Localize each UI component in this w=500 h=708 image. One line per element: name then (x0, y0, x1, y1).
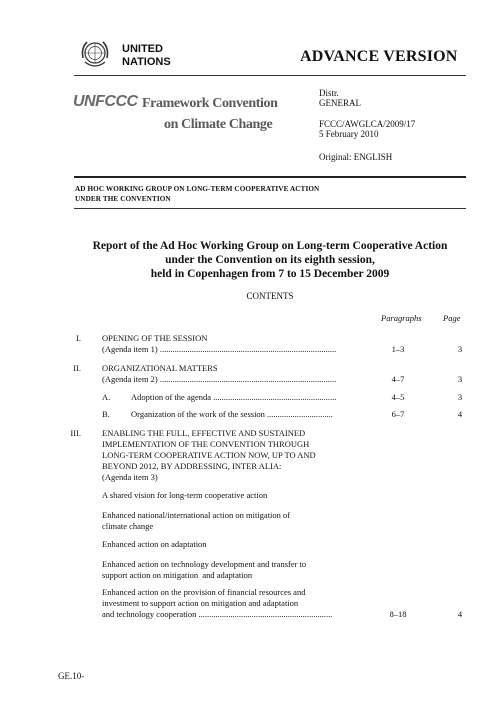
toc-subitem: Enhanced action on technology development and transfer to support action on mitigation and adaptation (102, 559, 307, 580)
org-name: UNITED NATIONS (122, 43, 171, 68)
toc-subitem: Enhanced action on the provision of financial resources and investment to support action on mitigation and adaptation and technology cooperation ............................................................... 8–18 4 (102, 587, 463, 619)
document-symbol: FCCC/AWGLCA/2009/17 5 February 2010 (319, 119, 416, 139)
header-rule (74, 75, 466, 76)
convention-name-line1: Framework Convention (142, 96, 278, 111)
body-name: AD HOC WORKING GROUP ON LONG-TERM COOPERATIVE ACTION UNDER THE CONVENTION (75, 185, 320, 203)
unfccc-logo: UNFCCC (73, 93, 138, 110)
report-title: Report of the Ad Hoc Working Group on Long-term Cooperative Action under the Convention on its eighth session, held in Copenhagen from 7 to 15 December 2009 (92, 240, 448, 280)
toc-row: II. ORGANIZATIONAL MATTERS (Agenda item 2) ................................................................................... 4–7 3 (73, 363, 463, 384)
col-paragraphs-header: Paragraphs (381, 313, 422, 323)
toc-row: B. Organization of the work of the session ............................... 6–7 4 (102, 409, 463, 419)
un-emblem-icon (78, 38, 112, 72)
toc-row: I. OPENING OF THE SESSION (Agenda item 1) ................................................................................... 1–3 3 (76, 333, 463, 354)
advance-version-label: ADVANCE VERSION (300, 48, 458, 65)
toc-subitem: Enhanced national/international action on mitigation of climate change (102, 510, 291, 531)
toc-subitem: Enhanced action on adaptation (102, 539, 207, 549)
convention-name-line2: on Climate Change (164, 117, 273, 132)
col-page-header: Page (443, 313, 461, 323)
contents-heading: CONTENTS (246, 291, 294, 301)
body-rule-bottom (74, 208, 466, 209)
toc-subitem: A shared vision for long-term cooperative action (102, 490, 268, 500)
toc-row: A. Adoption of the agenda .......................................................... 4–5 3 (102, 392, 463, 402)
original-language: Original: ENGLISH (319, 152, 393, 162)
body-rule-top (74, 176, 466, 178)
footer-code: GE.10- (58, 671, 85, 681)
toc-row: III. ENABLING THE FULL, EFFECTIVE AND SUSTAINED IMPLEMENTATION OF THE CONVENTION THROUGH LONG-TERM COOPERATIVE ACTION NOW, UP TO AND BEYOND 2012, BY ADDRESSING, INTER ALIA: (Agenda item 3) (70, 428, 316, 482)
distribution: Distr. GENERAL (319, 88, 361, 108)
